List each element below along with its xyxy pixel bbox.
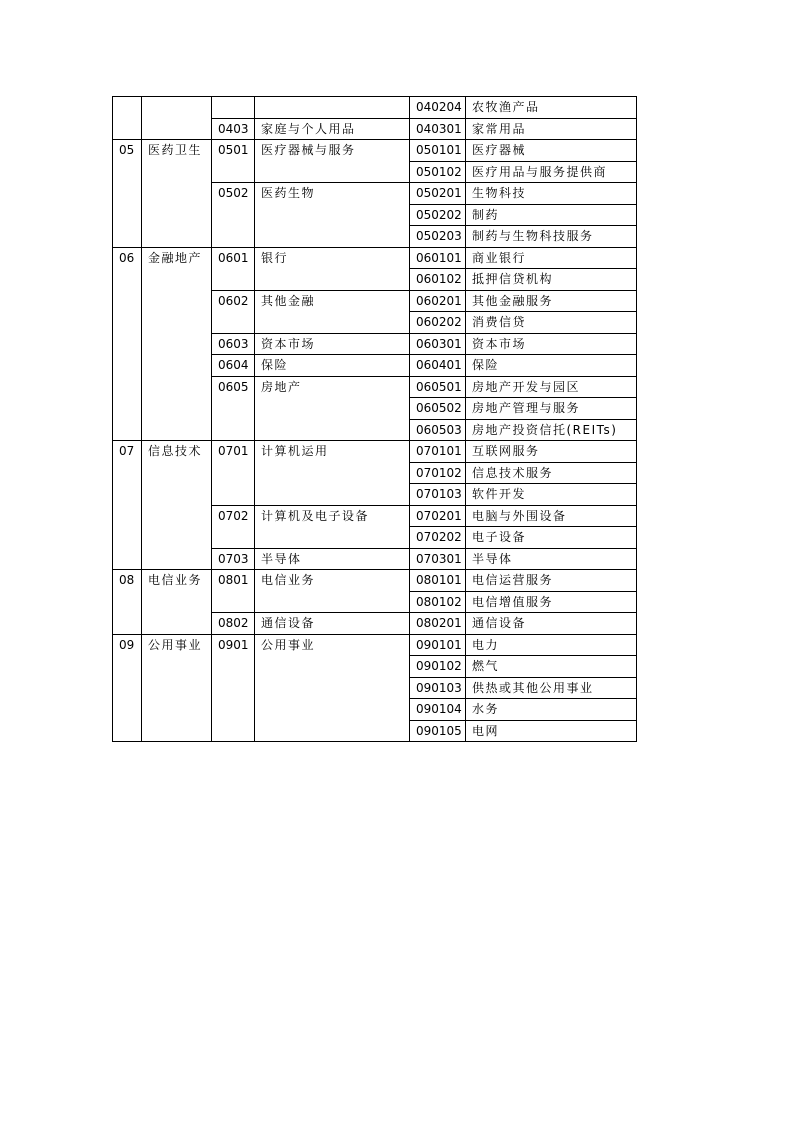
industry-name-cell: 保险 <box>466 355 637 377</box>
industry-name-cell: 通信设备 <box>466 613 637 635</box>
industry-name-cell: 医疗器械 <box>466 140 637 162</box>
industry-name-cell: 电信增值服务 <box>466 591 637 613</box>
group-code-cell: 0604 <box>212 355 255 377</box>
group-name-cell: 电信业务 <box>255 570 410 613</box>
industry-code-cell: 090101 <box>410 634 466 656</box>
group-code-cell: 0502 <box>212 183 255 248</box>
industry-name-cell: 医疗用品与服务提供商 <box>466 161 637 183</box>
group-name-cell: 家庭与个人用品 <box>255 118 410 140</box>
sector-name-cell: 金融地产 <box>142 247 212 441</box>
industry-code-cell: 050203 <box>410 226 466 248</box>
industry-name-cell: 抵押信贷机构 <box>466 269 637 291</box>
sector-code-cell: 06 <box>113 247 142 441</box>
industry-name-cell: 电信运营服务 <box>466 570 637 592</box>
industry-code-cell: 070101 <box>410 441 466 463</box>
group-name-cell: 医疗器械与服务 <box>255 140 410 183</box>
industry-code-cell: 060301 <box>410 333 466 355</box>
industry-name-cell: 其他金融服务 <box>466 290 637 312</box>
sector-code-cell: 08 <box>113 570 142 635</box>
industry-code-cell: 080201 <box>410 613 466 635</box>
industry-code-cell: 060201 <box>410 290 466 312</box>
group-name-cell: 计算机运用 <box>255 441 410 506</box>
industry-code-cell: 070103 <box>410 484 466 506</box>
industry-code-cell: 080102 <box>410 591 466 613</box>
group-code-cell: 0701 <box>212 441 255 506</box>
industry-code-cell: 050201 <box>410 183 466 205</box>
group-name-cell: 保险 <box>255 355 410 377</box>
group-code-cell <box>212 97 255 119</box>
industry-name-cell: 房地产管理与服务 <box>466 398 637 420</box>
sector-code-cell: 07 <box>113 441 142 570</box>
group-code-cell: 0702 <box>212 505 255 548</box>
group-code-cell: 0601 <box>212 247 255 290</box>
sector-name-cell <box>142 97 212 140</box>
industry-code-cell: 060202 <box>410 312 466 334</box>
industry-code-cell: 090104 <box>410 699 466 721</box>
industry-code-cell: 050102 <box>410 161 466 183</box>
industry-name-cell: 商业银行 <box>466 247 637 269</box>
sector-name-cell: 信息技术 <box>142 441 212 570</box>
industry-code-cell: 070301 <box>410 548 466 570</box>
table-row <box>113 634 637 656</box>
industry-code-cell: 060101 <box>410 247 466 269</box>
group-code-cell: 0602 <box>212 290 255 333</box>
industry-name-cell: 半导体 <box>466 548 637 570</box>
industry-name-cell: 房地产投资信托(REITs) <box>466 419 637 441</box>
industry-code-cell: 080101 <box>410 570 466 592</box>
group-name-cell: 通信设备 <box>255 613 410 635</box>
industry-code-cell: 090102 <box>410 656 466 678</box>
industry-name-cell: 电力 <box>466 634 637 656</box>
sector-code-cell <box>113 97 142 140</box>
group-name-cell: 资本市场 <box>255 333 410 355</box>
industry-name-cell: 燃气 <box>466 656 637 678</box>
group-name-cell: 医药生物 <box>255 183 410 248</box>
group-code-cell: 0605 <box>212 376 255 441</box>
sector-code-cell: 09 <box>113 634 142 742</box>
sector-name-cell: 电信业务 <box>142 570 212 635</box>
industry-name-cell: 软件开发 <box>466 484 637 506</box>
industry-code-cell: 060501 <box>410 376 466 398</box>
industry-name-cell: 供热或其他公用事业 <box>466 677 637 699</box>
industry-classification-table <box>112 96 637 742</box>
industry-code-cell: 040301 <box>410 118 466 140</box>
group-name-cell: 计算机及电子设备 <box>255 505 410 548</box>
table-row <box>113 97 637 119</box>
industry-name-cell: 电子设备 <box>466 527 637 549</box>
industry-code-cell: 050202 <box>410 204 466 226</box>
industry-name-cell: 消费信贷 <box>466 312 637 334</box>
table-body <box>113 97 637 742</box>
industry-code-cell: 070201 <box>410 505 466 527</box>
industry-name-cell: 互联网服务 <box>466 441 637 463</box>
industry-code-cell: 070202 <box>410 527 466 549</box>
group-name-cell: 银行 <box>255 247 410 290</box>
industry-code-cell: 050101 <box>410 140 466 162</box>
industry-code-cell: 060502 <box>410 398 466 420</box>
industry-code-cell: 090105 <box>410 720 466 742</box>
industry-name-cell: 电网 <box>466 720 637 742</box>
industry-code-cell: 060401 <box>410 355 466 377</box>
industry-code-cell: 060503 <box>410 419 466 441</box>
group-code-cell: 0901 <box>212 634 255 742</box>
industry-name-cell: 资本市场 <box>466 333 637 355</box>
industry-name-cell: 家常用品 <box>466 118 637 140</box>
sector-name-cell: 医药卫生 <box>142 140 212 248</box>
group-code-cell: 0703 <box>212 548 255 570</box>
group-name-cell: 公用事业 <box>255 634 410 742</box>
group-code-cell: 0403 <box>212 118 255 140</box>
table-row <box>113 441 637 463</box>
group-code-cell: 0802 <box>212 613 255 635</box>
industry-name-cell: 制药 <box>466 204 637 226</box>
industry-name-cell: 水务 <box>466 699 637 721</box>
sector-code-cell: 05 <box>113 140 142 248</box>
group-code-cell: 0603 <box>212 333 255 355</box>
industry-code-cell: 060102 <box>410 269 466 291</box>
table-row <box>113 140 637 162</box>
group-name-cell <box>255 97 410 119</box>
industry-name-cell: 制药与生物科技服务 <box>466 226 637 248</box>
industry-name-cell: 生物科技 <box>466 183 637 205</box>
group-code-cell: 0801 <box>212 570 255 613</box>
table-row <box>113 247 637 269</box>
industry-name-cell: 房地产开发与园区 <box>466 376 637 398</box>
industry-code-cell: 040204 <box>410 97 466 119</box>
table-row <box>113 570 637 592</box>
group-name-cell: 半导体 <box>255 548 410 570</box>
industry-name-cell: 电脑与外围设备 <box>466 505 637 527</box>
group-name-cell: 其他金融 <box>255 290 410 333</box>
group-code-cell: 0501 <box>212 140 255 183</box>
sector-name-cell: 公用事业 <box>142 634 212 742</box>
industry-name-cell: 农牧渔产品 <box>466 97 637 119</box>
industry-code-cell: 070102 <box>410 462 466 484</box>
industry-code-cell: 090103 <box>410 677 466 699</box>
industry-name-cell: 信息技术服务 <box>466 462 637 484</box>
group-name-cell: 房地产 <box>255 376 410 441</box>
